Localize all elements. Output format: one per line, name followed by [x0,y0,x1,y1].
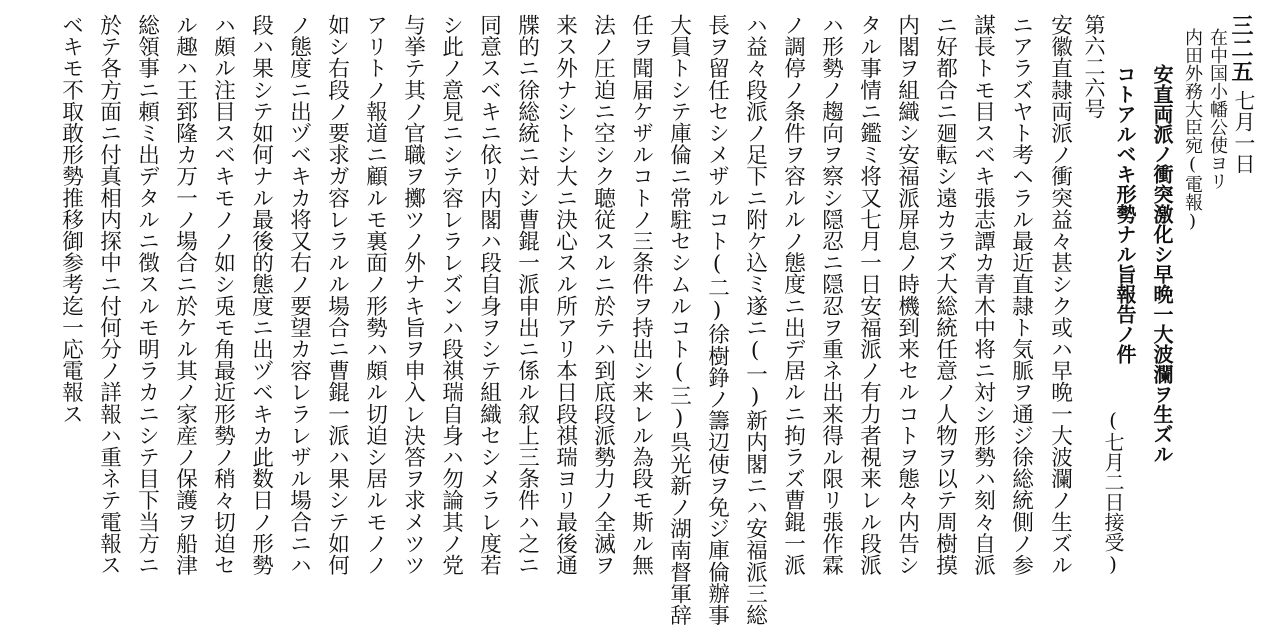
body-line: 内閣ヲ組織シ安福派屏息ノ時機到来セルコトヲ態々内告シ [894,14,920,576]
body-line: 来ス外ナシトシ大ニ決心スル所アリ本日段祺瑞ヨリ最後通 [552,14,578,576]
body-line: ニアラズヤト考ヘラル最近直隷ト気脈ヲ通ジ徐総統側ノ参 [1008,14,1034,576]
body-line: ノ態度ニ出ヅベキカ将又右ノ要望カ容レラレザル場合ニハ [286,14,312,576]
body-line: ニ好都合ニ廻転シ遠カラズ大総統任意ノ人物ヲ以テ周樹摸 [932,14,958,576]
body-line: 与挙テ其ノ官職ヲ擲ツノ外ナキ旨ヲ申入レ決答ヲ求メツツ [400,14,426,576]
body-line: 於テ各方面ニ付真相内探中ニ付何分ノ詳報ハ重ネテ電報ス [96,14,122,576]
body-line: 長ヲ留任セシメザルコト(二)徐樹錚ノ籌辺使ヲ免ジ庫倫辦事 [704,14,730,626]
body-line: ハ頗ル注目スベキモノノ如シ兎モ角最近形勢ノ稍々切迫セ [210,14,236,576]
body-line: ハ益々段派ノ足下ニ附ケ込ミ遂ニ(一)新内閣ニハ安福派三総 [742,14,768,626]
body-line: タル事情ニ鑑ミ将又七月一日安福派ノ有力者視来レル段派 [856,14,882,576]
recipient-line: 内田外務大臣宛(電報) [1182,28,1203,232]
body-line: 任ヲ聞届ケザルコトノ三条件ヲ持出シ来レル為段モ斯ル無 [628,14,654,576]
body-line: 大員トシテ庫倫ニ常駐セシムルコト(三)呉光新ノ湖南督軍辞 [666,14,692,626]
body-line: シ此ノ意見ニシテ容レラレズンハ段祺瑞自身ハ勿論其ノ党 [438,14,464,576]
body-line: ベキモ不取敢形勢推移御参考迄一応電報ス [58,14,84,425]
body-line: 牒的ニ徐総統ニ対シ曹錕一派申出ニ係ル叙上三条件ハ之ニ [514,14,540,576]
sender-recipient-block [1178,14,1230,232]
body-line: ノ調停ノ条件ヲ容ルルノ態度ニ出デ居ルニ拘ラズ曹錕一派 [780,14,806,576]
body-line: 段ハ果シテ如何ナル最後的態度ニ出ヅベキカ此数日ノ形勢 [248,14,274,576]
body-line: ハ形勢ノ趨向ヲ察シ隠忍ニ隠忍ヲ重ネ出来得ル限リ張作霖 [818,14,844,576]
telegram-number: 第六二六号 [1082,14,1106,119]
received-date: (七月二日接受) [1101,408,1125,576]
document-date: 七月一日 [1232,90,1256,174]
body-line: ル趣ハ王郅隆カ万一ノ場合ニ於ケル其ノ家産ノ保護ヲ船津 [172,14,198,576]
body-line: 如シ右段ノ要求ガ容レラルル場合ニ曹錕一派ハ果シテ如何 [324,14,350,576]
document-title-line-1: 安直両派ノ衝突激化シ早晩一大波瀾ヲ生ズル [1150,64,1174,464]
body-line: 総領事ニ頼ミ出デタルニ徴スルモ明ラカニシテ目下当方ニ [134,14,160,576]
body-line: 安徽直隷両派ノ衝突益々甚シク或ハ早晩一大波瀾ノ生ズル [1047,14,1073,576]
body-line: アリトノ報道ニ顧ルモ裏面ノ形勢ハ頗ル切迫シ居ルモノノ [362,14,388,576]
document-number: 三二五 [1228,14,1254,83]
body-line: 同意スベキニ依リ内閣ハ段自身ヲシテ組織セシメラレ度若 [476,14,502,576]
sender-line: 在中国小幡公使ヨリ [1207,28,1228,190]
body-line: 謀長トモ目スベキ張志譚カ青木中将ニ対シ形勢ハ刻々自派 [970,14,996,576]
document-title-line-2: コトアルベキ形勢ナル旨報告ノ件 [1113,64,1137,364]
body-line: 法ノ圧迫ニ空シク聴従スルニ於テハ到底段派勢力ノ全滅ヲ [590,14,616,576]
